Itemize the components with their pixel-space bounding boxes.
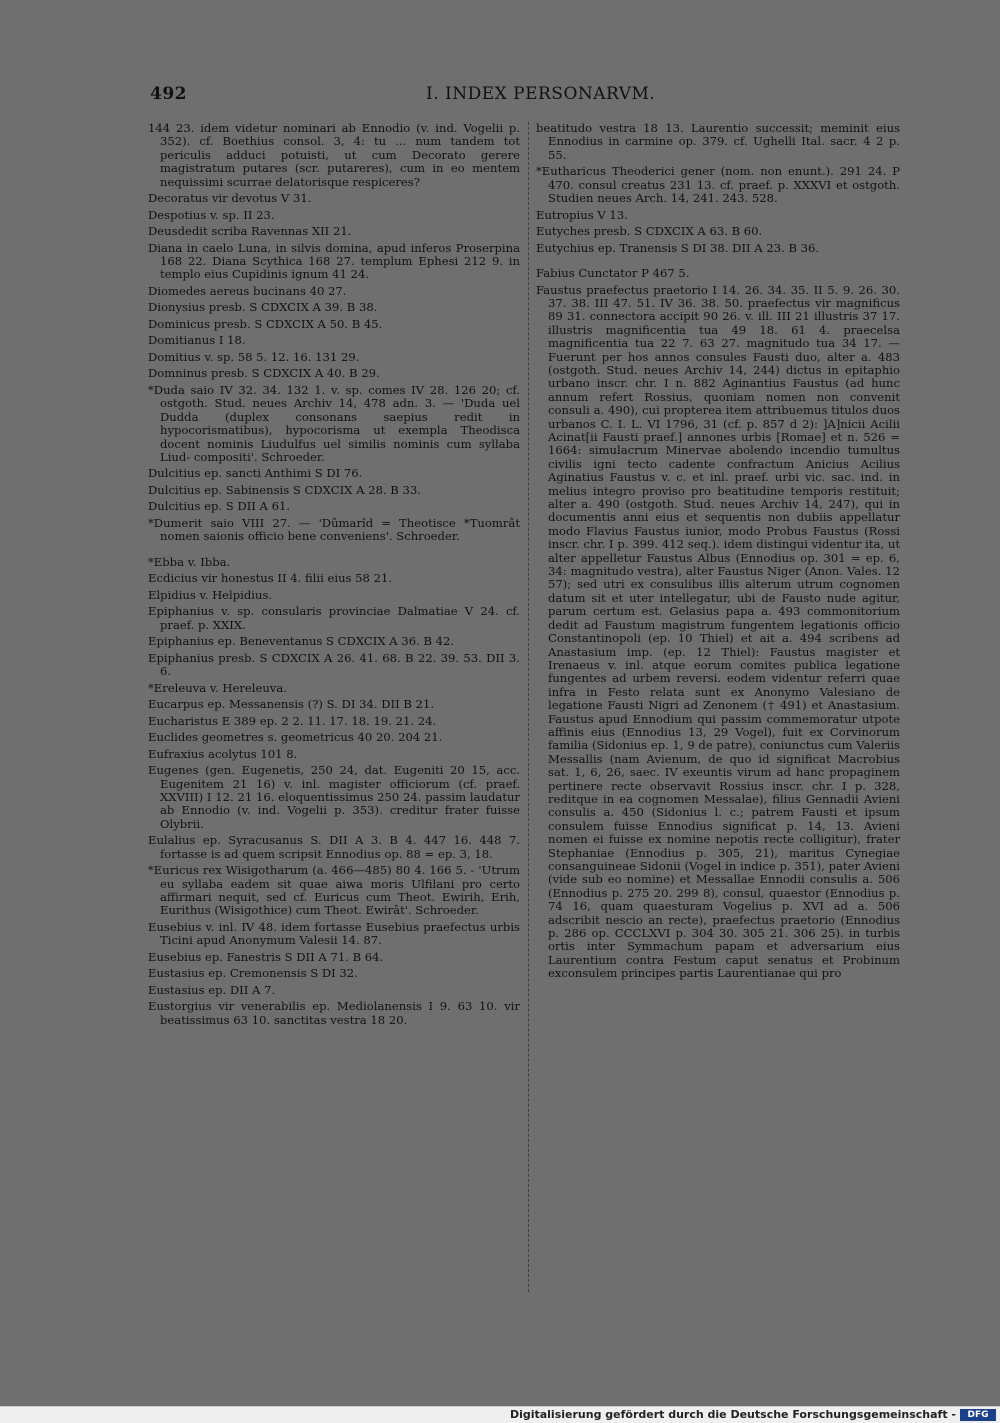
left-column xyxy=(148,122,520,1030)
index-entry: Eufraxius acolytus 101 8. xyxy=(148,746,298,761)
index-entry: Dulcitius ep. Sabinensis S CDXCIX A 28. B 33. xyxy=(148,482,421,497)
index-entry: Decoratus vir devotus V 31. xyxy=(148,191,312,206)
index-entry: Eustasius ep. Cremonensis S DI 32. xyxy=(148,966,358,981)
index-entry: Dulcitius ep. sancti Anthimi S DI 76. xyxy=(148,466,363,481)
index-entry: Eustasius ep. DII A 7. xyxy=(148,982,276,997)
index-entry: Eulalius ep. Syracusanus S. DII A 3. B 4. 447 16. 448 7. fortasse is ad quem scripsit Ennodius op. 88 = ep. 3, 18. xyxy=(148,833,520,861)
index-entry: Domitius v. sp. 58 5. 12. 16. 131 29. xyxy=(148,349,360,364)
index-entry: Eutropius V 13. xyxy=(536,207,628,222)
dfg-logo-icon: DFG xyxy=(960,1409,996,1421)
index-entry: Epiphanius v. sp. consularis provinciae Dalmatiae V 24. cf. praef. p. XXIX. xyxy=(148,604,520,632)
index-entry: beatitudo vestra 18 13. Laurentio successit; meminit eius Ennodius in carmine op. 379. cf. Ughelli Ital. sacr. 4 2 p. 55. xyxy=(536,121,900,162)
index-entry: *Ereleuva v. Hereleuva. xyxy=(148,680,287,695)
index-entry: Domninus presb. S CDXCIX A 40. B 29. xyxy=(148,366,380,381)
index-entry: Eucarpus ep. Messanensis (?) S. DI 34. DII B 21. xyxy=(148,697,434,712)
index-entry: Dominicus presb. S CDXCIX A 50. B 45. xyxy=(148,316,383,331)
index-entry: Eutychius ep. Tranensis S DI 38. DII A 23. B 36. xyxy=(536,240,820,255)
running-title: I. INDEX PERSONARVM. xyxy=(426,84,656,104)
index-entry: Euclides geometres s. geometricus 40 20. 204 21. xyxy=(148,730,443,745)
index-entry: Eutyches presb. S CDXCIX A 63. B 60. xyxy=(536,224,763,239)
index-entry: 144 23. idem videtur nominari ab Ennodio (v. ind. Vogelii p. 352). cf. Boethius consol. 3, 4: tu ... num tandem tot periculis adduci potuisti, ut cum Decorato gerere magistratum putares (scr. putareres), cum in eo mentem nequissimi scurrae delatorisque respiceres? xyxy=(148,121,520,189)
index-entry: Domitianus I 18. xyxy=(148,333,246,348)
index-entry: Eustorgius vir venerabilis ep. Mediolanensis I 9. 63 10. vir beatissimus 63 10. sanctitas vestra 18 20. xyxy=(148,999,520,1027)
right-column xyxy=(536,122,900,984)
index-entry: Eusebius ep. Fanestris S DII A 71. B 64. xyxy=(148,949,384,964)
index-entry: Dionysius presb. S CDXCIX A 39. B 38. xyxy=(148,300,378,315)
index-entry: Eusebius v. inl. IV 48. idem fortasse Eusebius praefectus urbis Ticini apud Anonymum Valesii 14. 87. xyxy=(148,919,520,948)
digitization-footer xyxy=(0,1406,1000,1423)
index-entry: Diana in caelo Luna, in silvis domina, apud inferos Proserpina 168 22. Diana Scythica 168 27. templum Ephesi 212 9. in templo eius Cupidinis ignum 41 24. xyxy=(148,240,520,282)
index-entry: Epiphanius presb. S CDXCIX A 26. 41. 68. B 22. 39. 53. DII 3. 6. xyxy=(148,650,520,679)
page-number: 492 xyxy=(150,84,187,104)
index-entry: Faustus praefectus praetorio I 14. 26. 34. 35. II 5. 9. 26. 30. 37. 38. III 47. 51. IV 36. 38. 50. praefectus vir magnificus 89 31. connectora accipit 90 26. v. ill. III 21 illustris 37 17. illustris magnificentia tua 49 18. 61 4. praecelsa magnificentia tua 22 7. 63 27. magnitudo tua 34 17. — Fuerunt per hos annos consules Fausti duo, alter a. 483 (ostgoth. Stud. neues Archiv 14, 244) dictus in epitaphio urbano inscr. chr. I n. 882 Aginantius Faustus (ad hunc annum refert Rossius, quoniam nomen non convenit consuli a. 490), cui propterea item attribuemus titulos duos urbanos C. I. L. VI 1796, 31 (cf. p. 857 d 2): ]A]nicii Acilii Acinat[ii Fausti praef.] annones urbis [Romae] et n. 526 = 1664: simulacrum Minervae abolendo incendio tumultus civilis igni tecto cadente confractum Anicius Acilius Aginatius Faustus v. c. et inl. praef. urbi vic. sac. ind. in melius integro proviso pro beatitudine temporis restituit; alter a. 490 (ostgoth. Stud. neues Archiv 14, 247), qui in documentis anni eius et sequentis non dubiis appellatur modo Flavius Faustus iunior, modo Probus Faustus (Rossi inscr. chr. I p. 399. 412 seq.). idem distingui videntur ita, ut alter appelletur Faustus Albus (Ennodius op. 301 = ep. 6, 34: magnitudo vestra), alter Faustus Niger (Anon. Vales. 12 57); sed utri ex consulibus illis alterum utrum cognomen datum sit et uter intellegatur, ubi de Fausto nude agitur, parum certum est. Gelasius papa a. 493 commonitorium dedit ad Faustum magistrum fungentem legationis officio Constantinopoli (ep. 10 Thiel) et ait a. 494 scribens ad Anastasium imp. (ep. 12 Thiel): Faustus magister et Irenaeus v. inl. atque eorum comites publica legatione fungentes ad urbem reversi. eodem videntur referri quae infra in Festo relata sunt ex Anonymo Valesiano de legatione Fausti Nigri ad Zenonem († 491) et Anastasium. Faustus apud Ennodium qui passim commemoratur utpote affinis eius (Ennodius 13, 29 Vogel), fuit ex Corvinorum familia (Sidonius ep. 1, 9 de patre), coniunctus cum Valeriis Messallis (nam Avienum, de quo id significat Macrobius sat. 1, 6, 26, saec. IV exeuntis virum ad hanc propaginem pertinere recte observavit Rossius inscr. chr. I p. 328, reditque in ea cognomen Messalae), filius Gennadii Avieni consulis a. 450 (Sidonius l. c.; patrem Fausti et ipsum consulem fuisse Ennodius significat p. 14, 13. Avieni nomen ei fuisse ex nomine nepotis recte colligitur), frater Stephaniae (Ennodius p. 305, 21), maritus Cynegiae consanguineae Sidonii (Vogel in indice p. 351), pater Avieni (vide sub eo nomine) et Messallae Ennodii consulis a. 506 (Ennodius p. 275 20. 299 8), consul, quaestor (Ennodius p. 74 16, quam quaesturam Vogelius p. XVI ad a. 506 adscribit nescio an recte), praefectus praetorio (Ennodius p. 286 op. CCCLXVI p. 304 30. 305 21. 306 25). in turbis ortis inter Symmachum papam et adversarium eius Laurentium contra Festum caput senatus et Probinum exconsulem principes partis Laurentianae qui pro xyxy=(536,282,900,981)
index-entry: *Eutharicus Theoderici gener (nom. non enunt.). 291 24. P 470. consul creatus 231 13. cf. praef. p. XXXVI et ostgoth. Studien neues Arch. 14, 241. 243. 528. xyxy=(536,164,900,206)
index-entry: Deusdedit scriba Ravennas XII 21. xyxy=(148,224,352,239)
index-entry: *Dumerit saio VIII 27. — 'Dûmarîd = Theotisce *Tuomrât nomen saionis officio bene conveniens'. Schroeder. xyxy=(148,515,520,544)
index-entry: Eugenes (gen. Eugenetis, 250 24, dat. Eugeniti 20 15, acc. Eugenitem 21 16) v. inl. magister officiorum (cf. praef. XXVIII) I 12. 21 16. eloquentissimus 250 24. passim laudatur ab Ennodio (v. ind. Vogelii p. 353). creditur frater fuisse Olybrii. xyxy=(148,763,520,831)
index-entry: *Euricus rex Wisigotharum (a. 466—485) 80 4. 166 5. - 'Utrum eu syllaba eadem sit quae aiwa moris Ulfilani pro certo affirmari nequit, sed cf. Euricus cum Theot. Ewirih, Erih, Eurithus (Wisigothice) cum Theot. Ewirât'. Schroeder. xyxy=(148,863,520,918)
index-entry: Eucharistus E 389 ep. 2 2. 11. 17. 18. 19. 21. 24. xyxy=(148,713,437,728)
index-entry: Despotius v. sp. II 23. xyxy=(148,207,275,222)
column-divider xyxy=(528,122,529,1292)
index-entry: Fabius Cunctator P 467 5. xyxy=(536,266,690,281)
running-head xyxy=(150,84,900,108)
index-entry: Ecdicius vir honestus II 4. filii eius 58 21. xyxy=(148,571,393,586)
index-entry: *Ebba v. Ibba. xyxy=(148,554,231,569)
footer-credit: Digitalisierung gefördert durch die Deutsche Forschungsgemeinschaft - xyxy=(509,1408,956,1421)
index-entry: Diomedes aereus bucinans 40 27. xyxy=(148,283,347,298)
index-entry: Dulcitius ep. S DII A 61. xyxy=(148,499,291,514)
index-entry: *Duda saio IV 32. 34. 132 1. v. sp. comes IV 28. 126 20; cf. ostgoth. Stud. neues Archiv 14, 478 adn. 3. — 'Duda uel Dudda (duplex consonans saepius redit in hypocorismatibus), hypocorisma ut exempla Theodisca docent nominis Liudulfus uel similis nominis cum syllaba Liud- compositi'. Schroeder. xyxy=(148,382,520,464)
index-entry: Elpidius v. Helpidius. xyxy=(148,587,273,602)
index-entry: Epiphanius ep. Beneventanus S CDXCIX A 36. B 42. xyxy=(148,634,455,649)
